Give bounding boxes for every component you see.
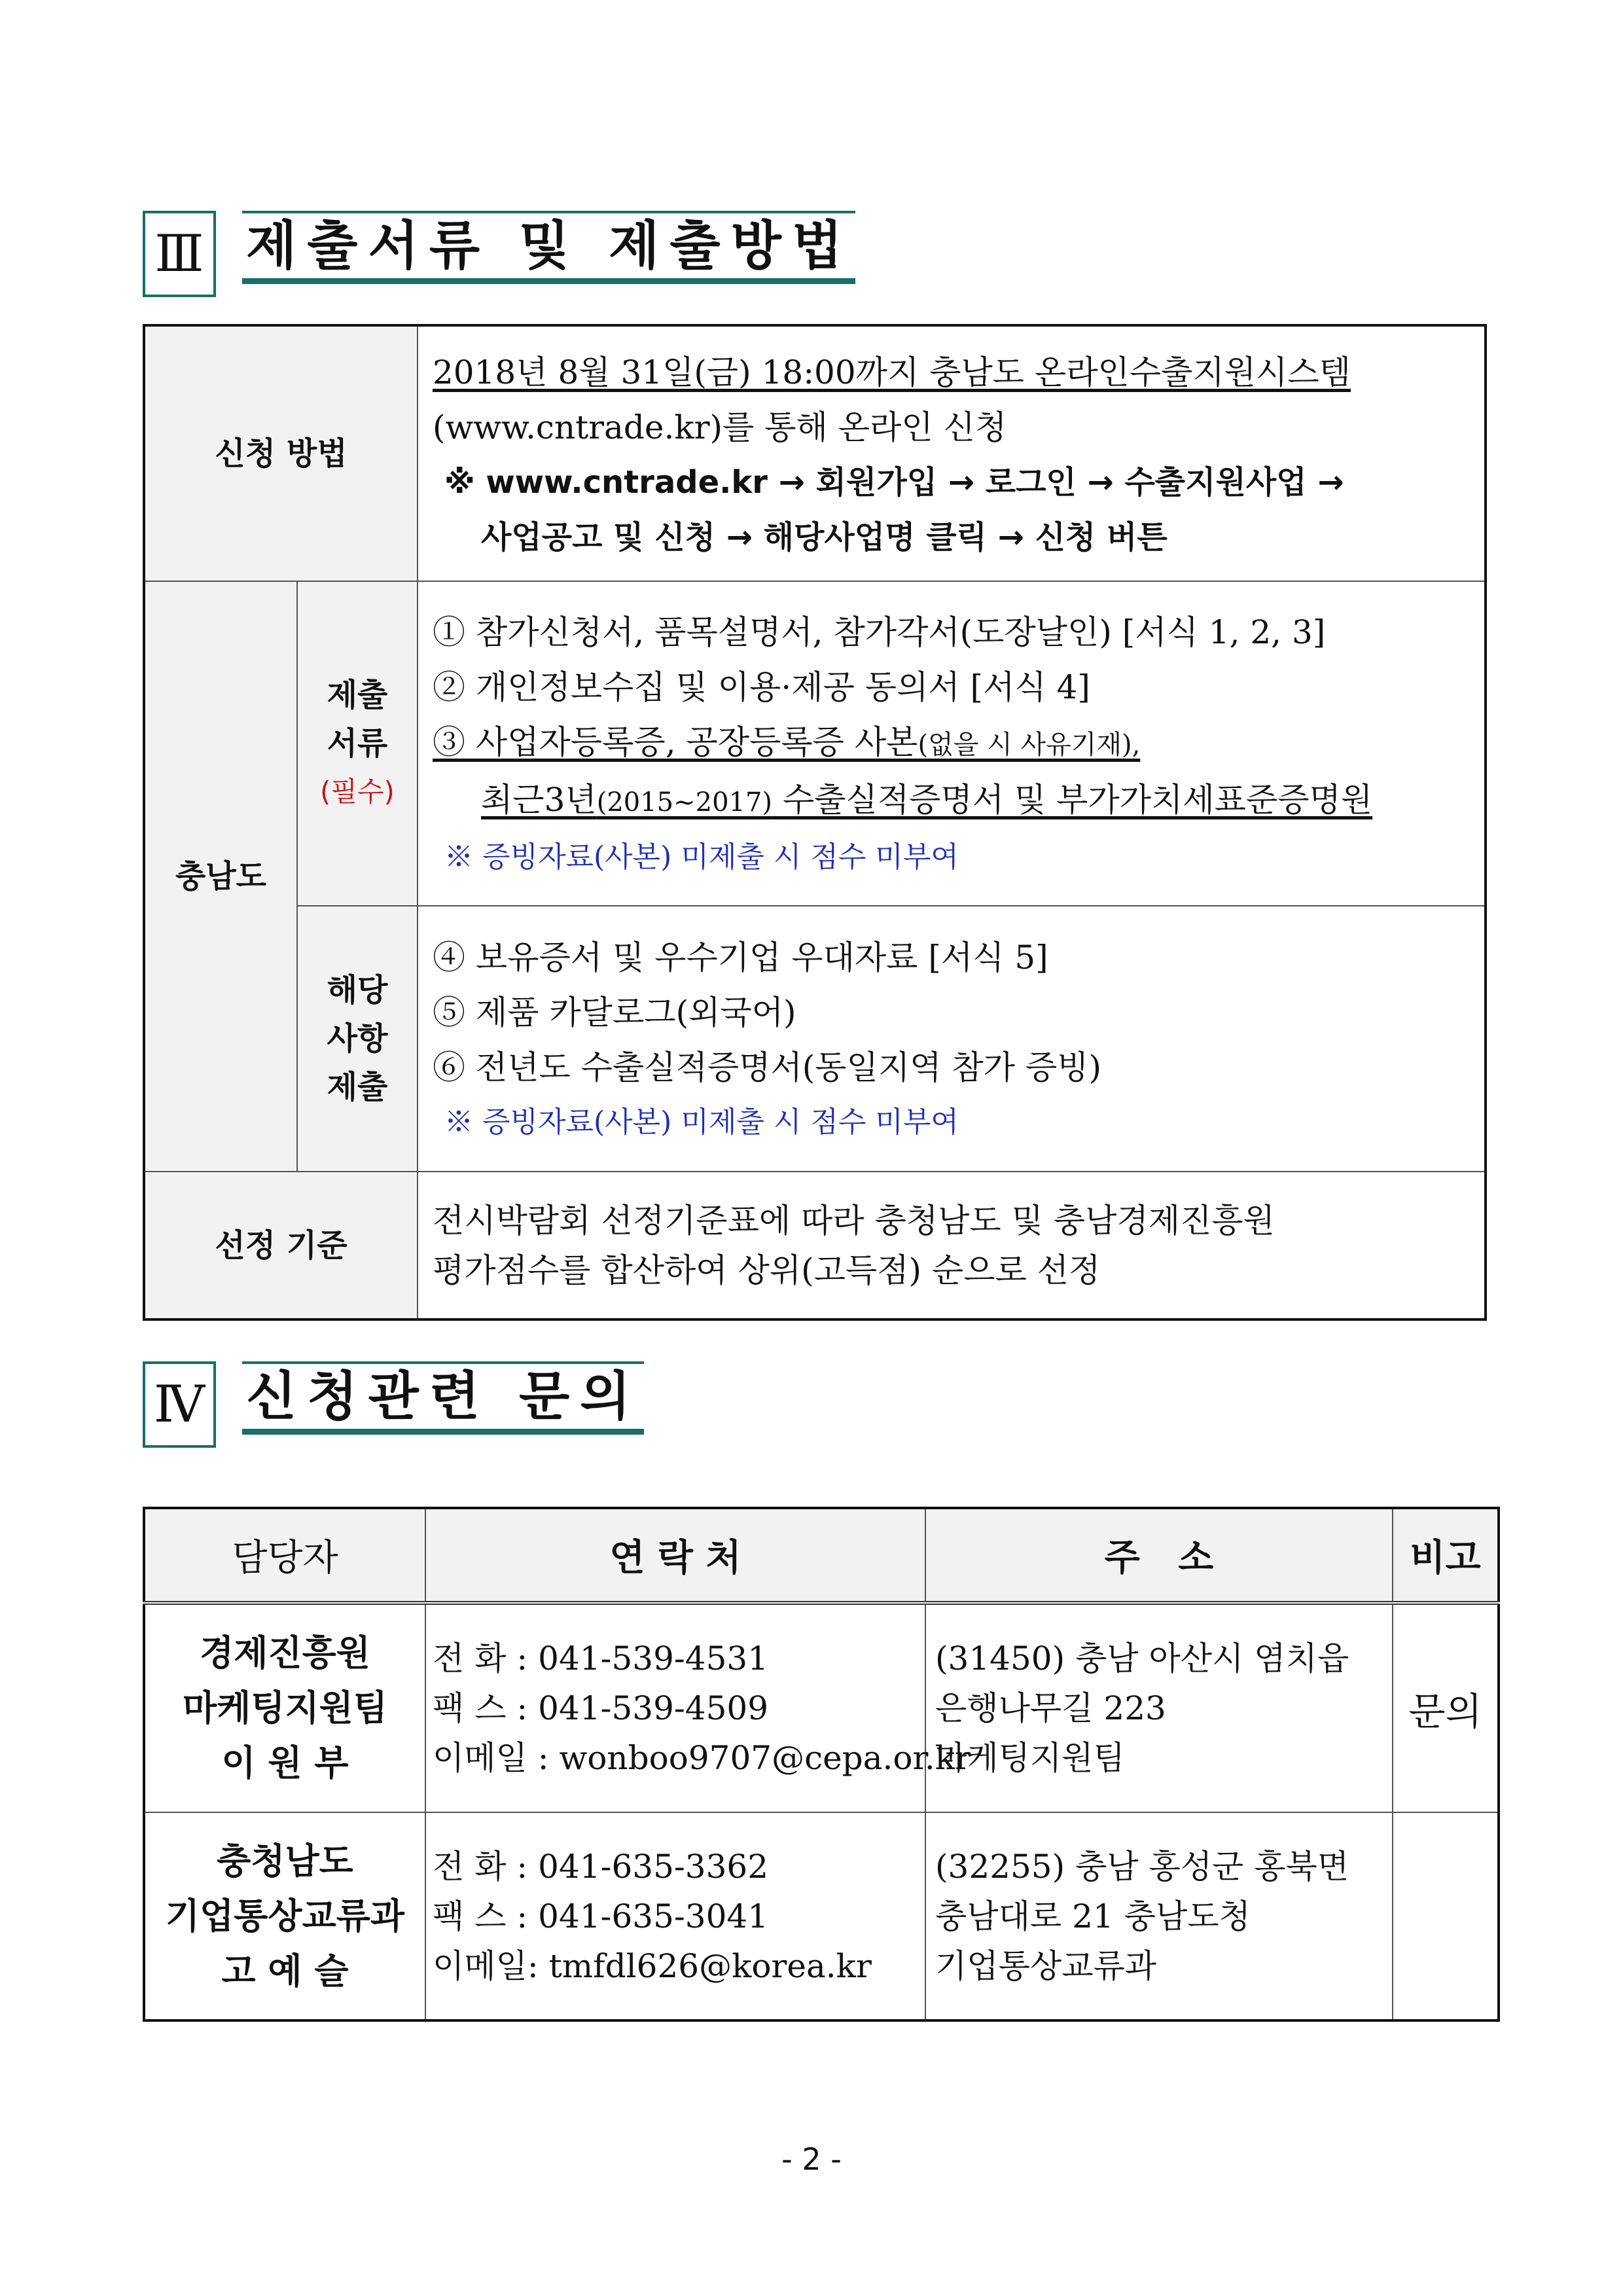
header-person: 담당자 bbox=[144, 1508, 425, 1603]
selection-cell bbox=[418, 1172, 1486, 1319]
phone: 전 화 : 041-539-4531 bbox=[433, 1640, 769, 1677]
email[interactable]: 이메일: tmfdl626@korea.kr bbox=[433, 1946, 872, 1985]
apply-method-label: 신청 방법 bbox=[144, 325, 418, 581]
contact-info bbox=[425, 1603, 971, 1812]
apply-line1: 2018년 8월 31일(금) 18:00까지 충남도 온라인수출지원시스템 bbox=[433, 353, 1351, 391]
optional-note: ※ 증빙자료(사본) 미제출 시 점수 미부여 bbox=[444, 1105, 959, 1139]
fax: 팩 스 : 041-539-4509 bbox=[433, 1689, 769, 1727]
optional-docs-label: 해당 사항 제출 bbox=[297, 906, 418, 1172]
required-item-1: ① 참가신청서, 품목설명서, 참가각서(도장날인) [서식 1, 2, 3] bbox=[433, 613, 1326, 651]
contact-header-row bbox=[144, 1508, 1499, 1603]
optional-item-4: ④ 보유증서 및 우수기업 우대자료 [서식 5] bbox=[433, 939, 1048, 977]
contact-remark: 문의 bbox=[1393, 1603, 1499, 1812]
required-item-3: ③ 사업자등록증, 공장등록증 사본(없을 시 사유기재), bbox=[433, 723, 1141, 761]
phone: 전 화 : 041-635-3362 bbox=[433, 1847, 769, 1886]
required-note: ※ 증빙자료(사본) 미제출 시 점수 미부여 bbox=[444, 840, 959, 874]
selection-line2: 평가점수를 합산하여 상위(고득점) 순으로 선정 bbox=[433, 1251, 1101, 1289]
required-item-2: ② 개인정보수집 및 이용·제공 동의서 [서식 4] bbox=[433, 668, 1090, 706]
apply-method-cell bbox=[418, 325, 1486, 581]
apply-steps-line2: 사업공고 및 신청 → 해당사업명 클릭 → 신청 버튼 bbox=[481, 519, 1168, 556]
optional-docs-cell bbox=[418, 906, 1486, 1172]
email[interactable]: 이메일 : wonboo9707@cepa.or.kr bbox=[433, 1739, 971, 1777]
section4-title: 신청관련 문의 bbox=[242, 1361, 644, 1435]
chungnam-label: 충남도 bbox=[144, 581, 297, 1172]
section3-numeral: Ⅲ bbox=[143, 211, 216, 297]
contact-address: (31450) 충남 아산시 염치읍 은행나무길 223 마케팅지원팀 bbox=[925, 1603, 1393, 1812]
fax: 팩 스 : 041-635-3041 bbox=[433, 1897, 769, 1935]
required-docs-cell bbox=[418, 581, 1486, 906]
selection-line1: 전시박람회 선정기준표에 따라 충청남도 및 충남경제진흥원 bbox=[433, 1201, 1275, 1240]
contact-remark bbox=[1393, 1812, 1499, 2020]
apply-steps-line1: ※ www.cntrade.kr → 회원가입 → 로그인 → 수출지원사업 → bbox=[444, 464, 1344, 501]
required-tag: (필수) bbox=[320, 776, 395, 808]
section4-heading bbox=[143, 1361, 644, 1448]
header-contact: 연 락 처 bbox=[425, 1508, 925, 1603]
contact-address: (32255) 충남 홍성군 홍북면 충남대로 21 충남도청 기업통상교류과 bbox=[925, 1812, 1393, 2020]
required-item-3-cont: 최근3년(2015~2017) 수출실적증명서 및 부가가치세표준증명원 bbox=[481, 781, 1373, 819]
header-remark: 비고 bbox=[1393, 1508, 1499, 1603]
submission-table bbox=[143, 324, 1487, 1321]
required-label-line2: 서류 bbox=[327, 725, 388, 762]
optional-item-6: ⑥ 전년도 수출실적증명서(동일지역 참가 증빙) bbox=[433, 1049, 1101, 1086]
required-docs-label bbox=[297, 581, 418, 906]
apply-line2: (www.cntrade.kr)를 통해 온라인 신청 bbox=[433, 408, 1007, 446]
section3-title: 제출서류 및 제출방법 bbox=[242, 211, 855, 284]
contact-info bbox=[425, 1812, 925, 2020]
contact-name: 충청남도 기업통상교류과 고 예 슬 bbox=[144, 1812, 425, 2020]
table-row bbox=[144, 1603, 1499, 1812]
selection-label: 선정 기준 bbox=[144, 1172, 418, 1319]
page-number: - 2 - bbox=[781, 2142, 842, 2177]
contact-table bbox=[143, 1507, 1500, 2022]
section4-numeral: Ⅳ bbox=[143, 1361, 216, 1448]
required-label-line1: 제출 bbox=[327, 677, 388, 713]
header-address: 주 소 bbox=[925, 1508, 1393, 1603]
optional-item-5: ⑤ 제품 카달로그(외국어) bbox=[433, 994, 796, 1031]
section3-heading bbox=[143, 211, 855, 297]
table-row bbox=[144, 1812, 1499, 2020]
contact-name: 경제진흥원 마케팅지원팀 이 원 부 bbox=[144, 1603, 425, 1812]
